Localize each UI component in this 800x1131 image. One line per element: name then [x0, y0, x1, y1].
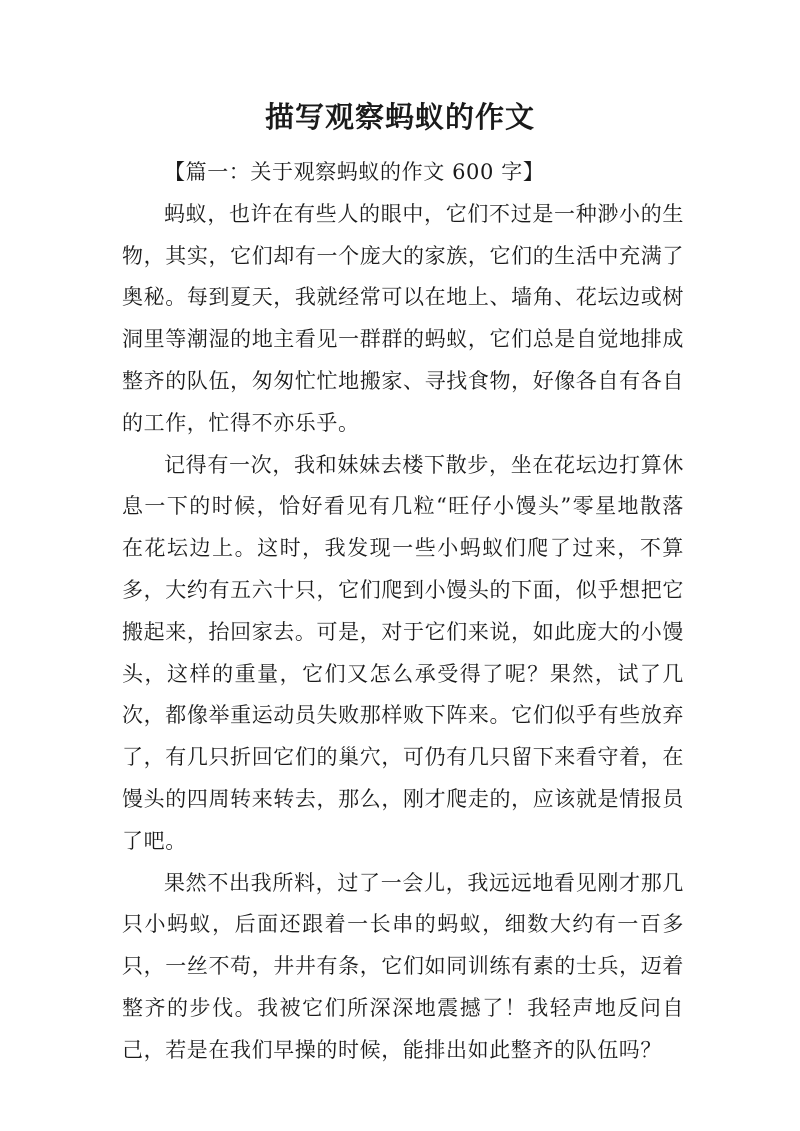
section-heading: 【篇一：关于观察蚂蚁的作文 600 字】: [164, 160, 545, 184]
paragraph-3: 果然不出我所料，过了一会儿，我远远地看见刚才那几只小蚂蚁，后面还跟着一长串的蚂蚁，细数大约有一百多只，一丝不苟，井井有条，它们如同训练有素的士兵，迈着整齐的步伐。我被它们所深深地震撼了！我轻声地反问自己，若是在我们早操的时候，能排出如此整齐的队伍吗？: [122, 870, 684, 1062]
paragraph-1: 蚂蚁，也许在有些人的眼中，它们不过是一种渺小的生物，其实，它们却有一个庞大的家族，它们的生活中充满了奥秘。每到夏天，我就经常可以在地上、墙角、花坛边或树洞里等潮湿的地主看见一群群的蚂蚁，它们总是自觉地排成整齐的队伍，匆匆忙忙地搬家、寻找食物，好像各自有各自的工作，忙得不亦乐乎。: [122, 201, 684, 435]
paragraph-2: 记得有一次，我和妹妹去楼下散步，坐在花坛边打算休息一下的时候，恰好看见有几粒“旺仔小馒头”零星地散落在花坛边上。这时，我发现一些小蚂蚁们爬了过来，不算多，大约有五六十只，它们爬到小馒头的下面，似乎想把它搬起来，抬回家去。可是，对于它们来说，如此庞大的小馒头，这样的重量，它们又怎么承受得了呢？果然，试了几次，都像举重运动员失败那样败下阵来。它们似乎有些放弃了，有几只折回它们的巢穴，可仍有几只留下来看守着，在馒头的四周转来转去，那么，刚才爬走的，应该就是情报员了吧。: [122, 452, 684, 853]
document-body: [122, 152, 684, 1072]
document-title: 描写观察蚂蚁的作文: [264, 100, 535, 134]
